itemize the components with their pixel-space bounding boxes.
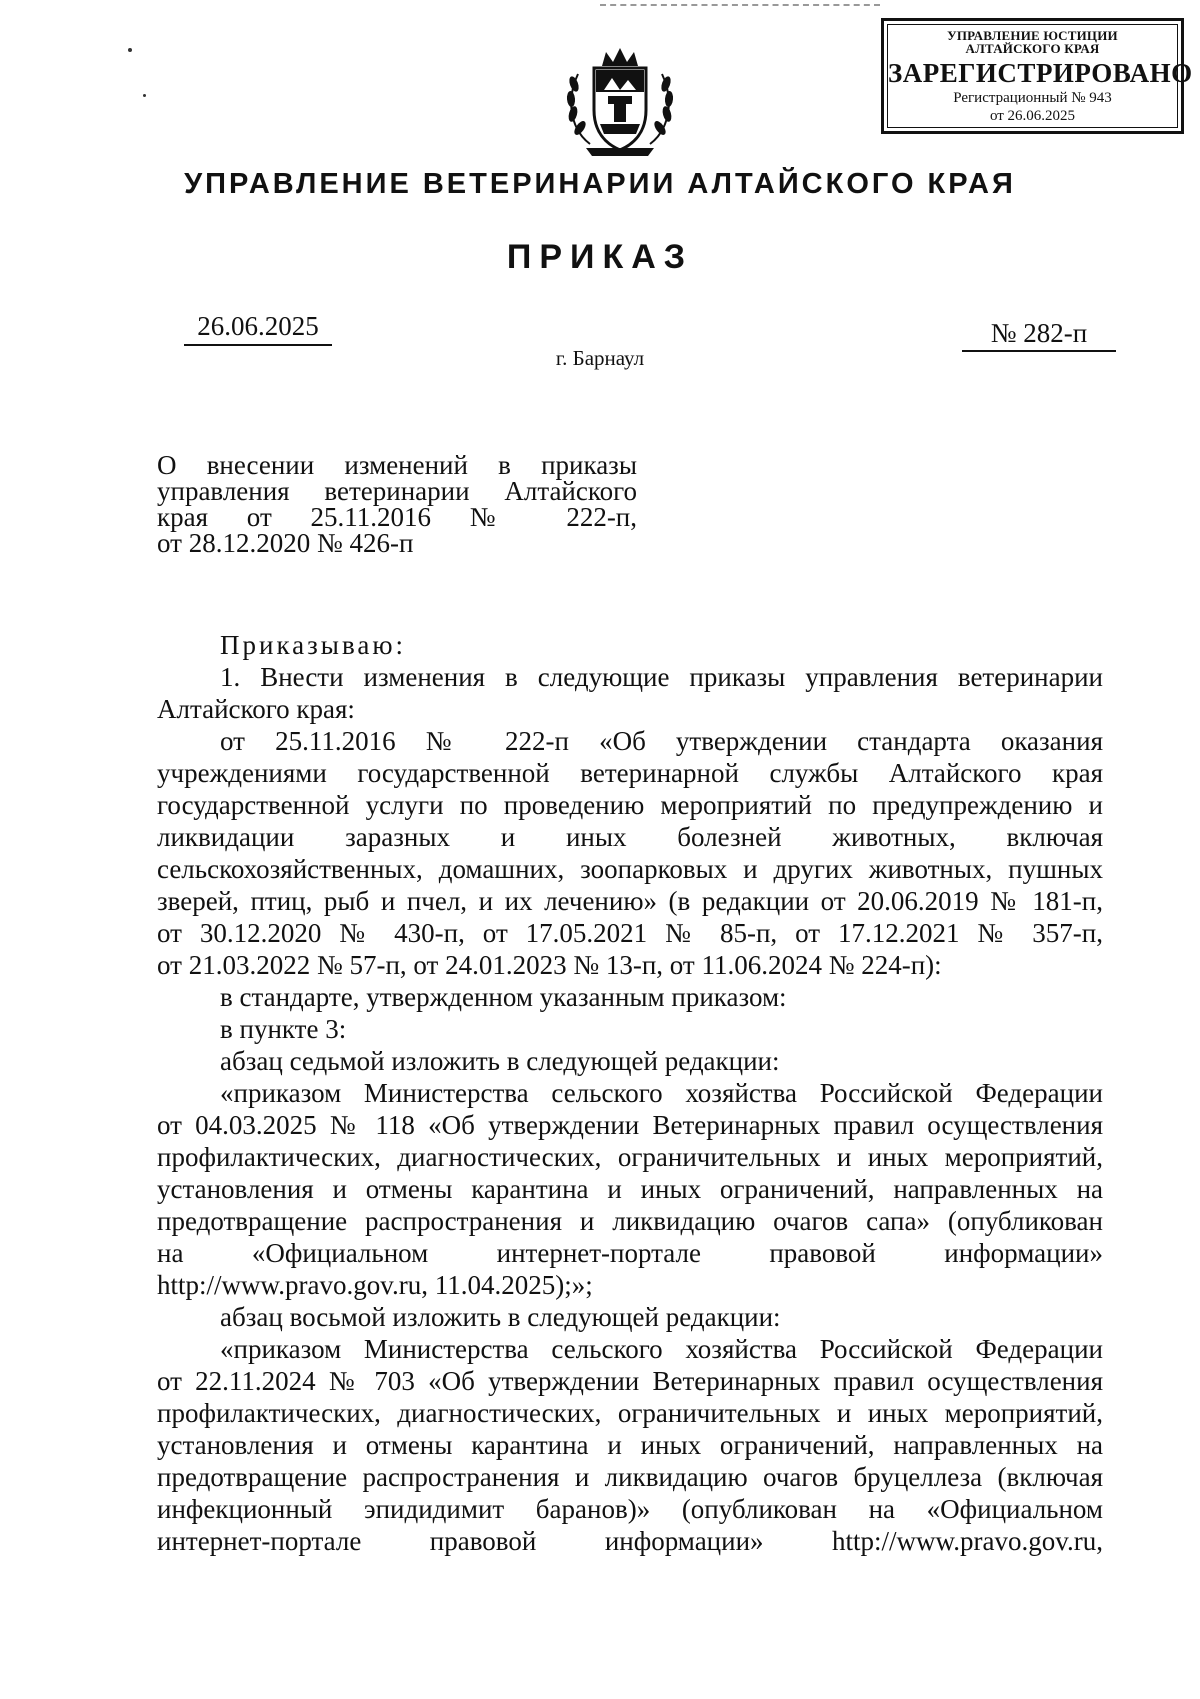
body-line: от 22.11.2024 № 703 «Об утверждении Ветеринарных правил осуществления xyxy=(157,1366,1103,1396)
stamp-org-line1: УПРАВЛЕНИЕ ЮСТИЦИИ xyxy=(947,28,1118,43)
subject-word: от xyxy=(246,502,272,532)
document-type-title: ПРИКАЗ xyxy=(506,238,694,276)
subject-word: в xyxy=(498,450,511,480)
body-line: государственной услуги по проведению мероприятий по предупреждению и xyxy=(157,790,1103,820)
top-edge-mark xyxy=(600,4,880,6)
order-directive: Приказываю: xyxy=(220,630,406,660)
body-line: инфекционный эпидидимит баранов)» (опубликован на «Официальном xyxy=(157,1494,1103,1524)
subject-line xyxy=(157,478,637,504)
subject-word: 25.11.2016 xyxy=(310,502,432,532)
scan-speck xyxy=(143,94,146,97)
body-line: сельскохозяйственных, домашних, зоопарковых и других животных, пушных xyxy=(157,854,1103,884)
body-line: предотвращение распространения и ликвидацию очагов бруцеллеза (включая xyxy=(157,1462,1103,1492)
body-line: «приказом Министерства сельского хозяйства Российской Федерации xyxy=(220,1334,1103,1364)
subject-line xyxy=(157,504,637,530)
body-line: зверей, птиц, рыб и пчел, и их лечению» (в редакции от 20.06.2019 № 181-п, xyxy=(157,886,1103,916)
body-line: в стандарте, утвержденном указанным приказом: xyxy=(220,982,787,1012)
subject-word: управления xyxy=(157,476,290,506)
scan-speck xyxy=(128,48,132,52)
body-line: ликвидации заразных и иных болезней животных, включая xyxy=(157,822,1103,852)
document-date: 26.06.2025 xyxy=(184,308,332,346)
body-line: абзац восьмой изложить в следующей редакции: xyxy=(220,1302,781,1332)
body-line: абзац седьмой изложить в следующей редакции: xyxy=(220,1046,780,1076)
document-city: г. Барнаул xyxy=(555,346,645,370)
subject-word: изменений xyxy=(344,450,468,480)
body-line: учреждениями государственной ветеринарной службы Алтайского края xyxy=(157,758,1103,788)
document-body xyxy=(157,629,1103,1557)
body-line: от 04.03.2025 № 118 «Об утверждении Ветеринарных правил осуществления xyxy=(157,1110,1103,1140)
subject-line: от 28.12.2020 № 426-п xyxy=(157,528,414,558)
subject-word: внесении xyxy=(206,450,315,480)
body-line: в пункте 3: xyxy=(220,1014,347,1044)
stamp-status: ЗАРЕГИСТРИРОВАНО xyxy=(888,58,1193,88)
subject-word: края xyxy=(157,502,209,532)
subject-word: О xyxy=(157,450,177,480)
body-line: «приказом Министерства сельского хозяйства Российской Федерации xyxy=(220,1078,1103,1108)
body-line: профилактических, диагностических, ограничительных и иных мероприятий, xyxy=(157,1142,1103,1172)
subject-line xyxy=(157,452,637,478)
body-line: Алтайского края: xyxy=(157,694,355,724)
stamp-registration-date: от 26.06.2025 xyxy=(989,108,1076,124)
body-line: профилактических, диагностических, ограничительных и иных мероприятий, xyxy=(157,1398,1103,1428)
body-line: от 25.11.2016 № 222-п «Об утверждении стандарта оказания xyxy=(220,726,1103,756)
body-line: http://www.pravo.gov.ru, 11.04.2025);»; xyxy=(157,1270,593,1300)
subject-word: приказы xyxy=(541,450,637,480)
body-line: установления и отмены карантина и иных ограничений, направленных на xyxy=(157,1174,1103,1204)
stamp-org-line2: АЛТАЙСКОГО КРАЯ xyxy=(965,41,1100,56)
body-line: 1. Внести изменения в следующие приказы управления ветеринарии xyxy=(220,662,1103,692)
agency-name: УПРАВЛЕНИЕ ВЕТЕРИНАРИИ АЛТАЙСКОГО КРАЯ xyxy=(184,168,1016,200)
document-subject xyxy=(157,452,637,556)
body-line: на «Официальном интернет-портале правовой информации» xyxy=(157,1238,1103,1268)
document-number: № 282-п xyxy=(962,316,1116,352)
subject-word: Алтайского xyxy=(504,476,638,506)
registration-stamp xyxy=(881,18,1193,134)
body-line: предотвращение распространения и ликвидацию очагов сапа» (опубликован xyxy=(157,1206,1103,1236)
subject-word: № 222-п, xyxy=(469,502,638,532)
body-line: установления и отмены карантина и иных ограничений, направленных на xyxy=(157,1430,1103,1460)
subject-word: ветеринарии xyxy=(324,476,470,506)
body-line: от 30.12.2020 № 430-п, от 17.05.2021 № 85-п, от 17.12.2021 № 357-п, xyxy=(157,918,1103,948)
body-line: от 21.03.2022 № 57-п, от 24.01.2023 № 13-п, от 11.06.2024 № 224-п): xyxy=(157,950,942,980)
body-line: интернет-портале правовой информации» http://www.pravo.gov.ru, xyxy=(157,1526,1103,1556)
coat-of-arms-icon xyxy=(560,44,680,159)
stamp-registration-number: Регистрационный № 943 xyxy=(953,90,1112,106)
